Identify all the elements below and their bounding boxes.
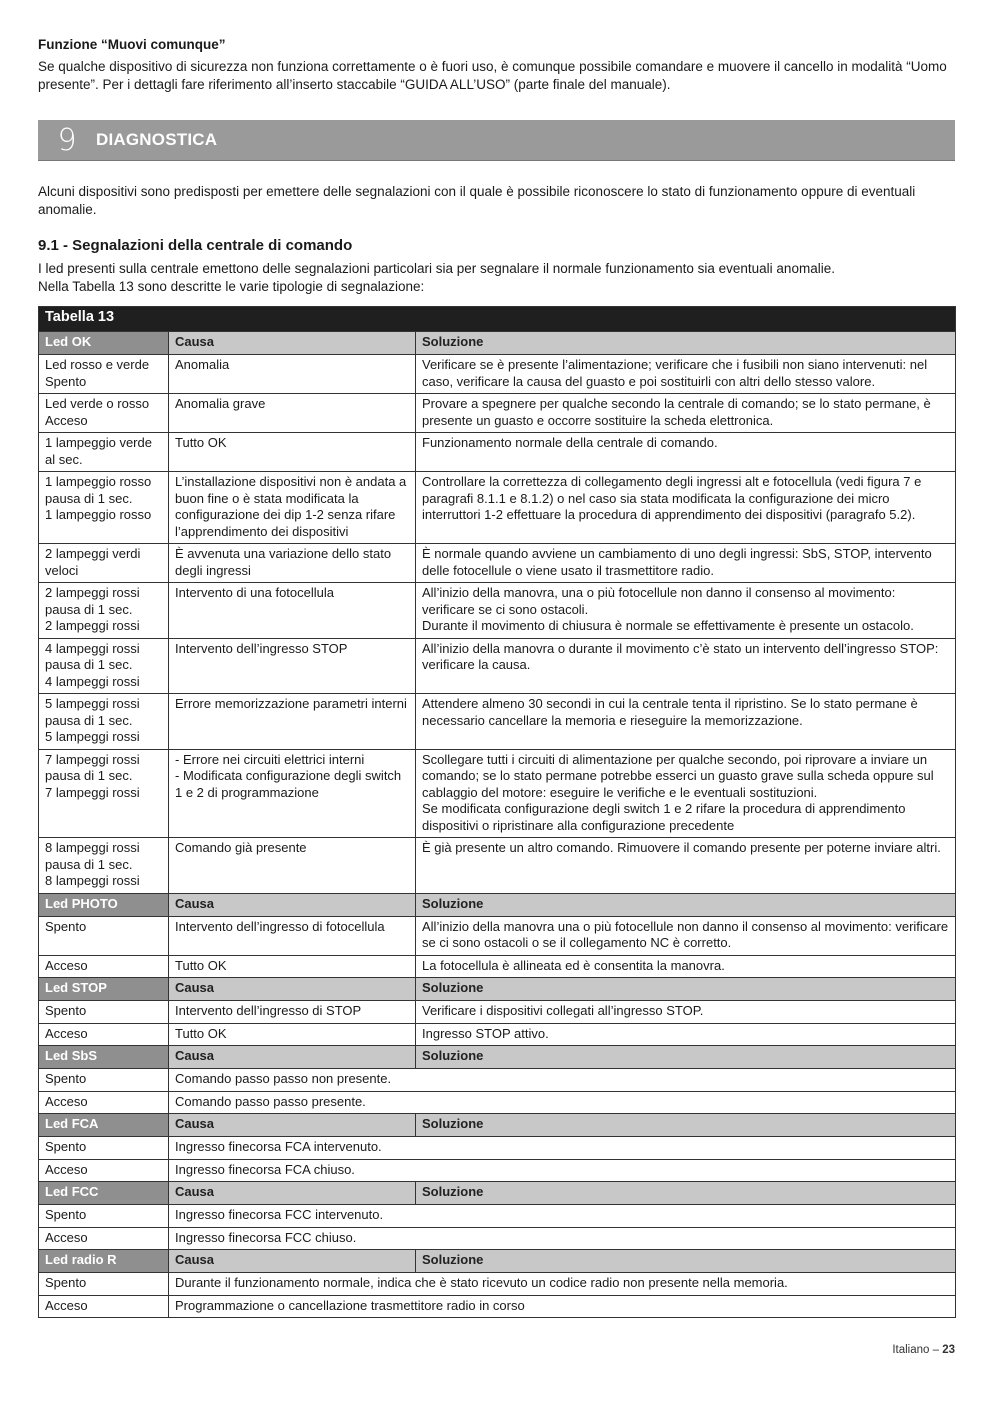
description-cell: Comando passo passo presente. (169, 1091, 956, 1114)
causa-cell: L’installazione dispositivi non è andata a buon fine o è stata modificata la configurazione dei dip 1-2 senza rifare l’apprendimento dei dispositivi (169, 472, 416, 544)
causa-cell: Anomalia grave (169, 394, 416, 433)
led-state-cell: 4 lampeggi rossi pausa di 1 sec. 4 lampeggi rossi (39, 638, 169, 694)
table-row (39, 749, 956, 838)
soluzione-cell: Controllare la correttezza di collegamento degli ingressi alt e fotocellula (vedi figura 7 e paragrafi 8.1.1 e 8.1.2) o nel caso sia stata modificata la configurazione dei micro interruttori 1-2 effettuare la procedura di apprendimento dei dispositivi (paragrafo 5.2). (416, 472, 956, 544)
column-header-soluzione: Soluzione (416, 1250, 956, 1273)
table-row (39, 1023, 956, 1046)
soluzione-cell: Ingresso STOP attivo. (416, 1023, 956, 1046)
column-header-causa: Causa (169, 332, 416, 355)
causa-cell: Errore memorizzazione parametri interni (169, 694, 416, 750)
led-state-cell: Spento (39, 1205, 169, 1228)
led-state-cell: Acceso (39, 955, 169, 978)
soluzione-cell: È già presente un altro comando. Rimuovere il comando presente per poterne inviare altri. (416, 838, 956, 894)
table-group-header (39, 1046, 956, 1069)
led-group-name: Led radio R (39, 1250, 169, 1273)
led-state-cell: Spento (39, 1273, 169, 1296)
description-cell: Ingresso finecorsa FCC chiuso. (169, 1227, 956, 1250)
causa-cell: - Errore nei circuiti elettrici interni - Modificata configurazione degli switch 1 e 2 di programmazione (169, 749, 416, 838)
table-row (39, 544, 956, 583)
led-state-cell: Acceso (39, 1227, 169, 1250)
table-body (39, 307, 956, 1318)
table-caption: Tabella 13 (39, 307, 956, 332)
table-group-header (39, 1182, 956, 1205)
table-row (39, 1159, 956, 1182)
column-header-soluzione: Soluzione (416, 332, 956, 355)
led-state-cell: Led rosso e verde Spento (39, 355, 169, 394)
table-row (39, 1137, 956, 1160)
soluzione-cell: All’inizio della manovra o durante il movimento c’è stato un intervento dell’ingresso STOP: verificare la causa. (416, 638, 956, 694)
led-state-cell: Acceso (39, 1023, 169, 1046)
description-cell: Ingresso finecorsa FCC intervenuto. (169, 1205, 956, 1228)
led-group-name: Led FCC (39, 1182, 169, 1205)
description-cell: Programmazione o cancellazione trasmettitore radio in corso (169, 1295, 956, 1318)
column-header-soluzione: Soluzione (416, 1046, 956, 1069)
column-header-soluzione: Soluzione (416, 893, 956, 916)
table-row (39, 638, 956, 694)
led-state-cell: 7 lampeggi rossi pausa di 1 sec. 7 lampeggi rossi (39, 749, 169, 838)
table-row (39, 1205, 956, 1228)
intro-title: Funzione “Muovi comunque” (38, 37, 226, 52)
led-state-cell: 1 lampeggio rosso pausa di 1 sec. 1 lampeggio rosso (39, 472, 169, 544)
causa-cell: Anomalia (169, 355, 416, 394)
table-row (39, 1227, 956, 1250)
led-group-name: Led SbS (39, 1046, 169, 1069)
led-state-cell: Acceso (39, 1091, 169, 1114)
causa-cell: Tutto OK (169, 955, 416, 978)
led-state-cell: Spento (39, 916, 169, 955)
column-header-causa: Causa (169, 1182, 416, 1205)
table-row (39, 1069, 956, 1092)
table-row (39, 694, 956, 750)
led-state-cell: 2 lampeggi verdi veloci (39, 544, 169, 583)
column-header-soluzione: Soluzione (416, 1114, 956, 1137)
table-group-header (39, 1250, 956, 1273)
soluzione-cell: Attendere almeno 30 secondi in cui la centrale tenta il ripristino. Se lo stato permane è necessario cancellare la memoria e rieseguire la memorizzazione. (416, 694, 956, 750)
soluzione-cell: All’inizio della manovra una o più fotocellule non danno il consenso al movimento: verificare se ci sono ostacoli o se il collegamento NC è corretto. (416, 916, 956, 955)
description-cell: Ingresso finecorsa FCA chiuso. (169, 1159, 956, 1182)
section-title: DIAGNOSTICA (96, 130, 218, 149)
table-row (39, 955, 956, 978)
column-header-soluzione: Soluzione (416, 1182, 956, 1205)
led-group-name: Led FCA (39, 1114, 169, 1137)
table-row (39, 916, 956, 955)
description-cell: Comando passo passo non presente. (169, 1069, 956, 1092)
led-state-cell: 8 lampeggi rossi pausa di 1 sec. 8 lampeggi rossi (39, 838, 169, 894)
section-text: Alcuni dispositivi sono predisposti per emettere delle segnalazioni con il quale è possibile riconoscere lo stato di funzionamento oppure di eventuali anomalie. (38, 184, 916, 217)
table-row (39, 1001, 956, 1024)
column-header-causa: Causa (169, 893, 416, 916)
table-row (39, 1273, 956, 1296)
subsection-title: 9.1 - Segnalazioni della centrale di comando (38, 237, 353, 254)
intro-text: Se qualche dispositivo di sicurezza non funziona correttamente o è fuori uso, è comunque possibile comandare e muovere il cancello in modalità “Uomo presente”. Per i dettagli fare riferimento all’inserto staccabile “GUIDA ALL’USO” (parte finale del manuale). (38, 59, 947, 92)
led-state-cell: 5 lampeggi rossi pausa di 1 sec. 5 lampeggi rossi (39, 694, 169, 750)
column-header-causa: Causa (169, 1114, 416, 1137)
led-state-cell: Spento (39, 1069, 169, 1092)
description-cell: Ingresso finecorsa FCA intervenuto. (169, 1137, 956, 1160)
table-row (39, 472, 956, 544)
led-state-cell: Acceso (39, 1159, 169, 1182)
causa-cell: Tutto OK (169, 433, 416, 472)
table-row (39, 1295, 956, 1318)
led-group-name: Led STOP (39, 978, 169, 1001)
column-header-causa: Causa (169, 1046, 416, 1069)
soluzione-cell: La fotocellula è allineata ed è consentita la manovra. (416, 955, 956, 978)
soluzione-cell: Provare a spegnere per qualche secondo la centrale di comando; se lo stato permane, è presente un guasto e occorre sostituire la scheda elettronica. (416, 394, 956, 433)
table-row (39, 583, 956, 639)
table-row (39, 394, 956, 433)
diagnostics-table (38, 306, 956, 1318)
column-header-causa: Causa (169, 978, 416, 1001)
led-group-name: Led PHOTO (39, 893, 169, 916)
causa-cell: Tutto OK (169, 1023, 416, 1046)
causa-cell: Intervento dell’ingresso di STOP (169, 1001, 416, 1024)
causa-cell: Comando già presente (169, 838, 416, 894)
soluzione-cell: Verificare se è presente l’alimentazione; verificare che i fusibili non siano intervenuti: nel caso, verificare la causa del guasto e poi sostituirli con altri dello stesso valore. (416, 355, 956, 394)
section-number: 9 (57, 122, 77, 158)
led-state-cell: Led verde o rosso Acceso (39, 394, 169, 433)
causa-cell: Intervento di una fotocellula (169, 583, 416, 639)
table-group-header (39, 1114, 956, 1137)
table-group-header (39, 893, 956, 916)
table-caption-row (39, 307, 956, 332)
led-state-cell: Spento (39, 1137, 169, 1160)
causa-cell: È avvenuta una variazione dello stato degli ingressi (169, 544, 416, 583)
subsection-line-1: I led presenti sulla centrale emettono delle segnalazioni particolari sia per segnalare il normale funzionamento sia eventuali anomalie. (38, 261, 835, 276)
page-content (38, 36, 955, 1318)
soluzione-cell: Scollegare tutti i circuiti di alimentazione per qualche secondo, poi riprovare a inviare un comando; se lo stato permane potrebbe esserci un guasto grave sulla scheda oppure sul cablaggio del motore: eseguire le verifiche e le eventuali sostituzioni. Se modificata configurazione degli switch 1 e 2 rifare la procedura di apprendimento dispositivi o ripristinare alla configurazione precedente (416, 749, 956, 838)
soluzione-cell: All’inizio della manovra, una o più fotocellule non danno il consenso al movimento: verificare se ci sono ostacoli. Durante il movimento di chiusura è normale se effettivamente è presente un ostacolo. (416, 583, 956, 639)
column-header-causa: Causa (169, 1250, 416, 1273)
table-row (39, 838, 956, 894)
table-row (39, 433, 956, 472)
soluzione-cell: Funzionamento normale della centrale di comando. (416, 433, 956, 472)
section-header (38, 120, 955, 161)
led-state-cell: Spento (39, 1001, 169, 1024)
page-footer (892, 1344, 955, 1356)
table-group-header (39, 978, 956, 1001)
page-number: 23 (942, 1344, 955, 1356)
led-state-cell: 2 lampeggi rossi pausa di 1 sec. 2 lampeggi rossi (39, 583, 169, 639)
table-group-header (39, 332, 956, 355)
led-state-cell: 1 lampeggio verde al sec. (39, 433, 169, 472)
column-header-soluzione: Soluzione (416, 978, 956, 1001)
footer-language: Italiano – (892, 1344, 943, 1356)
table-row (39, 1091, 956, 1114)
subsection-line-2: Nella Tabella 13 sono descritte le varie tipologie di segnalazione: (38, 279, 425, 294)
soluzione-cell: È normale quando avviene un cambiamento di uno degli ingressi: SbS, STOP, intervento delle fotocellule o viene usato il trasmettitore radio. (416, 544, 956, 583)
soluzione-cell: Verificare i dispositivi collegati all’ingresso STOP. (416, 1001, 956, 1024)
causa-cell: Intervento dell’ingresso STOP (169, 638, 416, 694)
table-row (39, 355, 956, 394)
description-cell: Durante il funzionamento normale, indica che è stato ricevuto un codice radio non presente nella memoria. (169, 1273, 956, 1296)
led-group-name: Led OK (39, 332, 169, 355)
causa-cell: Intervento dell’ingresso di fotocellula (169, 916, 416, 955)
led-state-cell: Acceso (39, 1295, 169, 1318)
